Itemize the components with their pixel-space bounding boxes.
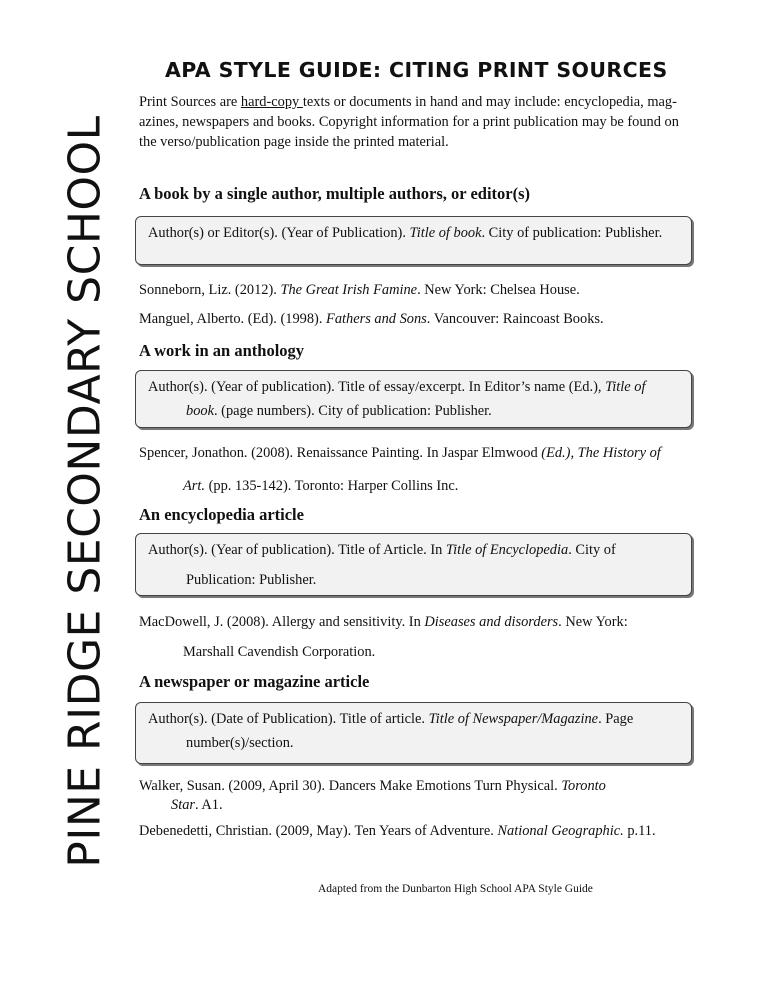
book-example-2 xyxy=(139,311,604,328)
encyclopedia-format-box xyxy=(135,533,692,596)
format-italic: Title of xyxy=(605,379,646,395)
example-italic: Diseases and disorders xyxy=(424,614,559,630)
example-text: Sonneborn, Liz. (2012). xyxy=(139,282,281,298)
book-section-heading: A book by a single author, multiple authors, or editor(s) xyxy=(139,184,531,203)
example-italic: Fathers and Sons xyxy=(326,311,427,327)
example-italic: (Ed.), The History of xyxy=(541,445,661,461)
format-text: Author(s). (Date of Publication). Title of article. xyxy=(148,711,429,727)
school-name-vertical xyxy=(60,96,110,886)
newspaper-section-heading: A newspaper or magazine article xyxy=(139,672,370,691)
anthology-example-line-1 xyxy=(139,445,661,462)
anthology-example-line-2 xyxy=(183,478,458,495)
example-italic: The Great Irish Famine xyxy=(280,282,418,298)
format-italic: Title of Encyclopedia xyxy=(445,542,569,558)
format-italic: book xyxy=(186,403,214,419)
example-text: . New York: Chelsea House. xyxy=(417,282,580,298)
example-text: Marshall Cavendish Corporation. xyxy=(183,644,376,660)
format-text: Author(s). (Year of publication). Title of Article. In xyxy=(148,542,446,558)
example-text: Walker, Susan. (2009, April 30). Dancers Make Emotions Turn Physical. xyxy=(139,778,562,794)
example-text: . New York: xyxy=(558,614,628,630)
encyclopedia-example-line-2 xyxy=(183,644,375,661)
format-line-2 xyxy=(148,399,679,423)
anthology-section-heading: A work in an anthology xyxy=(139,341,305,360)
intro-text-line1: texts or documents in hand and may include: encyclopedia, mag- xyxy=(302,94,677,110)
encyclopedia-example-line-1 xyxy=(139,614,628,631)
book-example-1 xyxy=(139,282,580,299)
format-text: . (page numbers). City of publication: Publisher. xyxy=(213,403,492,419)
encyclopedia-section-heading: An encyclopedia article xyxy=(139,505,304,524)
format-line-1 xyxy=(148,375,679,399)
example-text: p.11. xyxy=(623,823,656,839)
example-text: Debenedetti, Christian. (2009, May). Ten Years of Adventure. xyxy=(139,823,498,839)
newspaper-example-2 xyxy=(139,823,656,840)
format-line-2 xyxy=(148,731,679,755)
example-italic: National Geographic. xyxy=(497,823,624,839)
newspaper-example-1-line-1 xyxy=(139,778,606,795)
example-text: MacDowell, J. (2008). Allergy and sensitivity. In xyxy=(139,614,425,630)
format-line-2 xyxy=(148,568,679,592)
example-text: (pp. 135-142). Toronto: Harper Collins Inc. xyxy=(205,478,459,494)
format-text: . City of publication: Publisher. xyxy=(481,225,663,241)
newspaper-example-1-line-2 xyxy=(171,797,223,814)
example-italic: Star xyxy=(171,797,195,813)
example-text: Manguel, Alberto. (Ed). (1998). xyxy=(139,311,327,327)
anthology-format-box xyxy=(135,370,692,428)
example-text: . Vancouver: Raincoast Books. xyxy=(426,311,604,327)
format-italic: Title of Newspaper/Magazine xyxy=(428,711,599,727)
intro-underlined-term: hard-copy xyxy=(240,94,303,110)
format-text: Author(s) or Editor(s). (Year of Publication). xyxy=(148,225,410,241)
intro-paragraph xyxy=(139,92,719,152)
format-text: . Page xyxy=(598,711,634,727)
format-italic: Title of book xyxy=(409,225,482,241)
format-text: Author(s). (Year of publication). Title of essay/excerpt. In Editor’s name (Ed.), xyxy=(148,379,606,395)
format-line-1 xyxy=(148,538,679,562)
format-text: . City of xyxy=(568,542,616,558)
example-italic: Art. xyxy=(183,478,205,494)
book-format-box xyxy=(135,216,692,265)
format-line-1 xyxy=(148,707,679,731)
example-text: Spencer, Jonathon. (2008). Renaissance Painting. In Jaspar Elmwood xyxy=(139,445,542,461)
format-text: Publication: Publisher. xyxy=(186,572,317,588)
example-italic: Toronto xyxy=(561,778,606,794)
page-title: APA STYLE GUIDE: CITING PRINT SOURCES xyxy=(165,58,668,82)
intro-text-line3: the verso/publication page inside the printed material. xyxy=(139,134,449,150)
example-text: . A1. xyxy=(195,797,223,813)
newspaper-format-box xyxy=(135,702,692,764)
school-name-text: PINE RIDGE SECONDARY SCHOOL xyxy=(59,114,111,868)
intro-text-line2: azines, newspapers and books. Copyright information for a print publication may be found on xyxy=(139,114,679,130)
footer-credit: Adapted from the Dunbarton High School APA Style Guide xyxy=(318,883,593,895)
format-text: number(s)/section. xyxy=(186,735,294,751)
intro-text-start: Print Sources are xyxy=(139,94,241,110)
